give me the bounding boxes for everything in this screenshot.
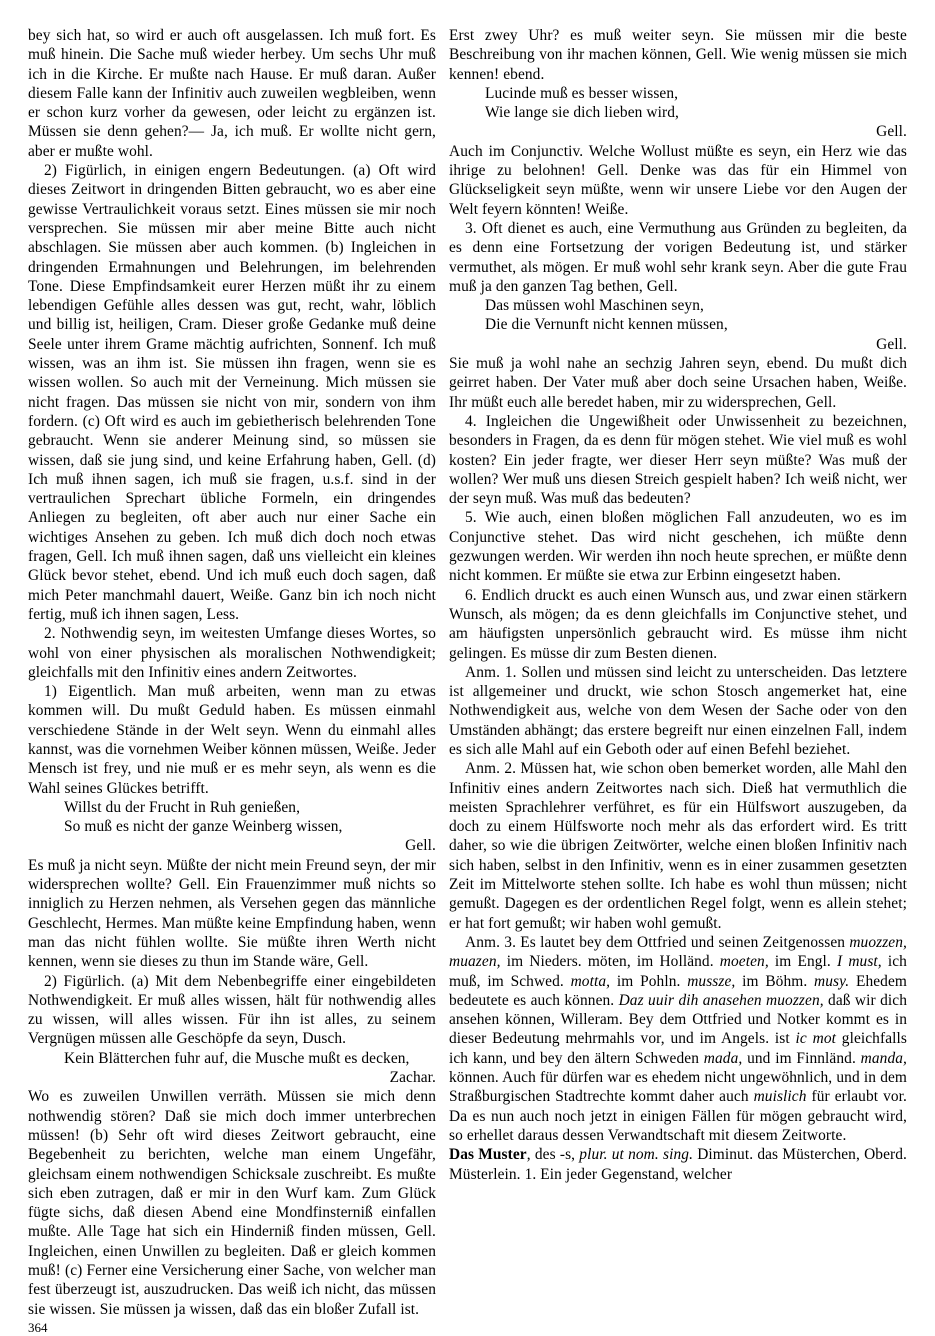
text-run: Sie muß ja wohl nahe an sechzig Jahren seyn, ebend. Du mußt dich geirret haben. Der Vater muß aber doch seine Ursachen haben, Weiße. Ihr müßt euch alle beredet haben, mir zu widersprechen, Gell. <box>449 355 907 411</box>
text-run: Zachar. <box>389 1069 436 1087</box>
text-run: Die die Vernunft nicht kennen müssen, <box>485 316 728 334</box>
paragraph <box>28 1087 436 1319</box>
attribution-line <box>449 335 907 354</box>
text-run: Anm. 2. Müssen hat, wie schon oben bemerket worden, alle Mahl den Infinitiv eines andern Zeitwortes nach sich. Dieß hat vermuthlich die meisten Sprachlehrer verführet, es für ein Hülfswort auszugeben, da doch zu einem Hülfsworte noch mehr als das erfordert wird. Es tritt daher, so wie die übrigen Zeitwörter, welche einen bloßen Infinitiv nach sich haben, selbst in den Infinitiv, wenn es in einer zusammen gesetzten Zeit im Mittelworte stehen sollte. Ich habe es wohl thun müssen; nicht gemußt. Dagegen es der ordentlichen Regel folgt, wenn es allein stehet; er hat fort gemußt; wir haben wohl gemußt. <box>449 760 907 932</box>
text-run: Auch im Conjunctiv. Welche Wollust müßte es seyn, ein Herz wie das ihrige zu belohnen! Gell. Denke was das für ein Himmel von Glückseligkeit seyn müßte, wenn wir unsere Liebe vor den Augen der Welt feyern könnten! Weiße. <box>449 142 907 218</box>
text-run: plur. ut nom. sing. <box>579 1146 694 1164</box>
text-run: im Nieders. möten, im Holländ. <box>500 953 720 971</box>
paragraph <box>28 624 436 682</box>
text-run: Gell. <box>405 837 436 855</box>
paragraph <box>449 26 907 84</box>
verse-line <box>449 84 907 103</box>
text-run: Ehedem bedeutete es auch können. <box>449 972 907 1009</box>
text-run: im Engl. <box>768 953 837 971</box>
text-run: Anm. 1. Sollen und müssen sind leicht zu unterscheiden. Das letztere ist allgemeiner und druckt, wie schon Stosch angemerket hat, eine Nothwendigkeit aus, welche von dem Wesen der Sache oder von den Umständen abhängt; das erstere begreift nur einen einzelnen Fall, indem es sich alle Mahl auf ein Geboth oder auf einen Befehl beziehet. <box>449 663 907 758</box>
text-run: I must, <box>837 953 882 971</box>
paragraph <box>28 161 436 624</box>
paragraph <box>449 759 907 933</box>
paragraph <box>449 412 907 508</box>
text-run: im Pohln. <box>610 972 688 990</box>
text-run: für erlaubt vor. Da es nun auch noch jetzt in einigen Fällen für mögen gebraucht wird, so erhellet daraus dessen Verwandtschaft mit diesem Zeitworte. <box>449 1088 907 1144</box>
text-run: motta, <box>570 972 611 990</box>
text-run: Erst zwey Uhr? es muß weiter seyn. Sie müssen mir die beste Beschreibung von ihr machen können, Gell. Wie wenig müssen sie mich kennen! ebend. <box>449 27 907 83</box>
text-run: moeten, <box>719 953 769 971</box>
text-run: 2) Figürlich. (a) Mit dem Nebenbegriffe einer eingebildeten Nothwendigkeit. Er muß alles wissen, hält für nothwendig alles zu wissen, will alles wissen. Für ihn ist alles, zu seinem Vergnügen müssen alle Geschöpfe da seyn, Dusch. <box>28 972 436 1048</box>
text-columns <box>28 26 907 1319</box>
text-run: Das müssen wohl Maschinen seyn, <box>485 297 704 315</box>
paragraph <box>449 663 907 759</box>
page-number: 364 <box>28 1319 48 1335</box>
text-run: Gell. <box>876 123 907 141</box>
text-run: 4. Ingleichen die Ungewißheit oder Unwissenheit zu bezeichnen, besonders in Fragen, da es denn für mögen stehet. Wie viel muß es wohl kosten? Ein jeder fragte, wer dieser Herr seyn müßte? Was muß der wollen? Wer muß uns diesen Streich gespielt haben? Ich weiß nicht, wer der seyn muß. Was muß das bedeuten? <box>449 412 907 508</box>
text-run: Daz uuir dih anasehen muozzen, <box>618 991 824 1009</box>
paragraph <box>449 354 907 412</box>
text-run: Lucinde muß es besser wissen, <box>485 84 679 102</box>
text-run: musy. <box>814 972 850 990</box>
text-run: Diminut. das Müsterchen, Oberd. Müsterlein. 1. Ein jeder Gegenstand, welcher <box>449 1146 907 1183</box>
verse-line <box>28 798 436 817</box>
paragraph <box>28 856 436 972</box>
text-run: ich muß, im Schwed. <box>449 953 907 990</box>
text-run: manda, <box>860 1049 907 1067</box>
attribution-line <box>28 836 436 855</box>
text-run: Wie lange sie dich lieben wird, <box>485 104 679 122</box>
verse-line <box>449 296 907 315</box>
paragraph <box>449 142 907 219</box>
text-run: Es muß ja nicht seyn. Müßte der nicht mein Freund seyn, der mir widersprechen wollte? Gell. Ein Frauenzimmer muß nichts so inniglich zu Herzen nehmen, als Versehen gegen das männliche Geschlecht, Hermes. Man müßte keine Empfindung haben, wenn man das nicht fühlen wollte. Sie müßte ihren Werth nicht kennen, wenn sie dieses zu thun im Stande wäre, Gell. <box>28 856 436 971</box>
verse-line <box>449 315 907 334</box>
text-run: 3. Oft dienet es auch, eine Vermuthung aus Gründen zu begleiten, da es denn eine Fortsetzung der vorigen Bedeutung ist, und stärker vermuthet, als mögen. Er muß wohl sehr krank seyn. Aber die gute Frau muß ja den ganzen Tag bethen, Gell. <box>449 219 907 295</box>
text-run: und im Finnländ. <box>742 1049 861 1067</box>
verse-line <box>449 103 907 122</box>
text-run: 5. Wie auch, einen bloßen möglichen Fall anzudeuten, wo es im Conjunctive stehet. Das wird nicht geschehen, ich müßte denn gezwungen werden. Wir werden ihn noch heute sprechen, er müßte denn nicht kommen. Er müßte sie etwa zur Erbinn eingesetzt haben. <box>449 509 907 585</box>
text-run: daß wir dich ansehen können, Willeram. Bey dem Ottfried und Notker kommt es in dieser Bedeutung mehrmahls vor, und im Angels. ist <box>449 991 907 1048</box>
verse-line <box>28 1049 436 1068</box>
text-run: 2) Figürlich, in einigen engern Bedeutungen. (a) Oft wird dieses Zeitwort in dringenden Bitten gebraucht, wo es aber eine gewisse Vertraulichkeit voraus setzt. Eines müssen sie mir noch versprechen. Sie müssen mir aber meine Bitte auch nicht abschlagen. Sie müssen aber auch kommen. (b) Ingleichen in dringenden Ermahnungen und Belehrungen, im belehrenden Tone. Diese Empfindsamkeit eurer Herzen müßt ihr zu einem lebendigen Gefühle alles dessen was gut, recht, wahr, löblich und billig ist, heiligen, Cram. Dieser große Gedanke muß deine Seele unter ihrem Grame mächtig aufrichten, Sonnenf. Ich muß wissen, was an ihm ist. Sie müssen ihn fragen, wenn sie es wissen wollen. So auch mit der Verneinung. Mich müssen sie nicht fragen. Das müssen sie nicht von mir, sondern von ihm fordern. (c) Oft wird es auch im gebietherisch belehrenden Tone gebraucht. Wenn sie anderer Meinung sind, so müssen sie wissen, daß sie jung sind, und keine Erfahrung haben, Gell. (d) Ich muß ihnen sagen, ich muß sie fragen, u.s.f. sind in der vertraulichen Sprechart übliche Formeln, ein dringendes Anliegen zu begleiten, oft aber auch nur einer Sache ein wichtiges Ansehen zu geben. Ich muß dich doch noch etwas fragen, Gell. Ich muß ihnen sagen, daß uns vielleicht ein kleines Glück bevor stehet, ebend. Und ich muß euch doch sagen, daß mich Peter manchmahl dauert, Weiße. Ganz bin ich noch nicht fertig, muß ich ihnen sagen, Less. <box>28 162 436 623</box>
text-run: mussze, <box>687 972 736 990</box>
text-run: 2. Nothwendig seyn, im weitesten Umfange dieses Wortes, so wohl von einer physischen als moralischen Nothwendigkeit; gleichfalls mit den Infinitiv eines andern Zeitwortes. <box>28 625 436 681</box>
text-run: Anm. 3. Es lautet bey dem Ottfried und seinen Zeitgenossen <box>465 933 850 951</box>
text-run: So muß es nicht der ganze Weinberg wissen, <box>64 818 343 836</box>
text-run: muozzen, muazen, <box>449 933 907 971</box>
text-run: Kein Blätterchen fuhr auf, die Musche mußt es decken, <box>64 1049 410 1067</box>
text-run: Gell. <box>876 335 907 353</box>
text-run: Willst du der Frucht in Ruh genießen, <box>64 798 301 816</box>
paragraph <box>449 933 907 1145</box>
right-column <box>449 26 907 1184</box>
text-run: Wo es zuweilen Unwillen verräth. Müssen sie mich denn nothwendig stören? Daß sie mich doch immer unterbrechen müssen! (b) Sehr oft wird dieses Zeitwort gebraucht, eine Begebenheit zu berichten, welche man einem Ungefähr, gleichsam einem nothwendigen Schicksale zuschreibt. Es mußte sich eben zutragen, daß er mir in den Wurf kam. Zum Glück fügte sichs, daß diesen Abend eine Mondfinsterniß einfallen mußte. Alle Tage hat sich ein Hinderniß finden müssen, Gell. Ingleichen, einen Unwillen zu begleiten. Daß er gleich kommen muß! (c) Ferner eine Versicherung einer Sache, von welcher man fest überzeugt ist, auszudrucken. Das weiß ich nicht, das müssen sie wissen. Sie müssen ja wissen, daß das ein bloßer Zufall ist. <box>28 1088 436 1318</box>
paragraph <box>449 508 907 585</box>
text-run: muislich <box>753 1088 807 1106</box>
text-run: 1) Eigentlich. Man muß arbeiten, wenn man zu etwas kommen will. Du mußt Geduld haben. Es müssen einmahl verschiedene Stände in der Welt seyn. Wenn du einmahl alles kannst, was die vornehmen Weiber können müssen, Weiße. Jeder Mensch ist frey, und nie muß er es mehr seyn, als wenn es die Wahl seines Glückes betrifft. <box>28 683 436 797</box>
attribution-line <box>28 1068 436 1087</box>
text-run: im Böhm. <box>735 972 815 990</box>
text-run: können. Auch für dürfen war es ehedem nicht ungewöhnlich, und in dem Straßburgischen Stadtrechte kommt daher auch <box>449 1069 907 1106</box>
text-run: ic mot <box>795 1030 836 1048</box>
paragraph <box>28 682 436 798</box>
paragraph <box>449 219 907 296</box>
paragraph <box>28 26 436 161</box>
text-run: Das Muster <box>449 1146 527 1164</box>
text-run: 6. Endlich druckt es auch einen Wunsch aus, und zwar einen stärkern Wunsch, als mögen; da es denn gleichfalls im Conjunctive stehet, und am häufigsten unpersönlich gebraucht wird. Es müsse ihm nicht gelingen. Es müsse dir zum Besten dienen. <box>449 586 907 662</box>
paragraph <box>449 586 907 663</box>
attribution-line <box>449 122 907 141</box>
text-run: mada, <box>703 1049 743 1067</box>
text-run: bey sich hat, so wird er auch oft ausgelassen. Ich muß fort. Es muß hinein. Die Sache muß wieder herbey. Um sechs Uhr muß ich in die Kirche. Er mußte nach Hause. Er muß daran. Außer diesem Falle kann der Infinitiv auch zuweilen wegbleiben, wenn er schon kurz vorher da gewesen, oder leicht zu ergänzen ist. Müssen sie denn gehen?— Ja, ich muß. Er wollte nicht gern, aber er mußte wohl. <box>28 27 436 160</box>
text-run: , des -s, <box>526 1146 580 1164</box>
entry-paragraph <box>449 1145 907 1184</box>
verse-line <box>28 817 436 836</box>
left-column <box>28 26 436 1319</box>
paragraph <box>28 972 436 1049</box>
text-run: gleichfalls ich kann, und bey den ältern Schweden <box>449 1030 907 1067</box>
